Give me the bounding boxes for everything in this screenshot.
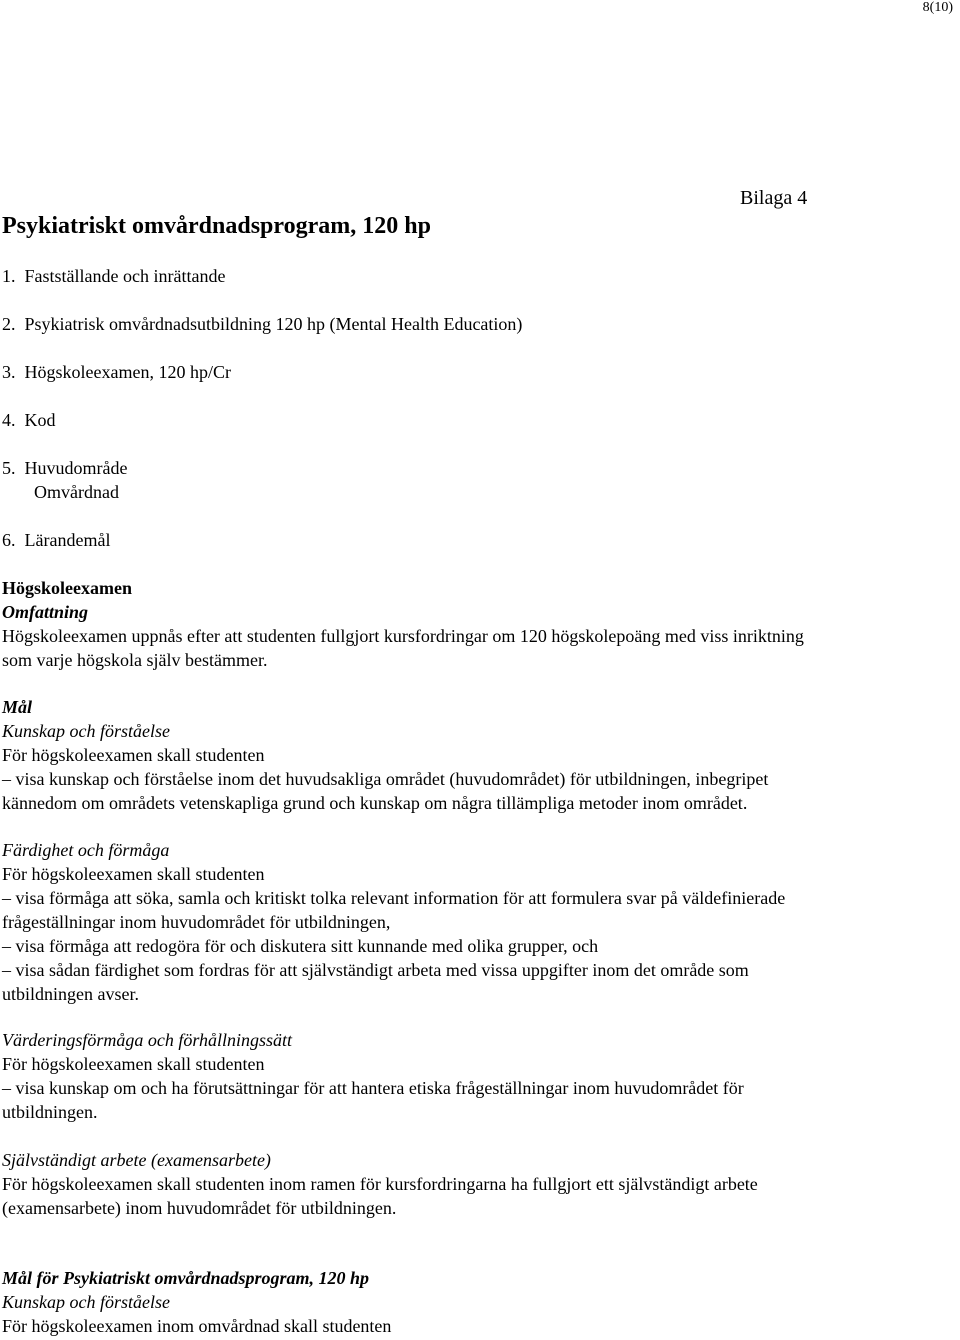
skills-section bbox=[2, 838, 958, 1006]
goals-heading: Mål bbox=[2, 697, 33, 717]
thesis-line: För högskoleexamen skall studenten inom ramen för kursfordringarna ha fullgjort ett självständigt arbete bbox=[2, 1174, 758, 1194]
numbered-item-4 bbox=[2, 408, 958, 432]
skills-heading: Färdighet och förmåga bbox=[2, 840, 170, 860]
knowledge-line: kännedom om områdets vetenskapliga grund och kunskap om några tillämpliga metoder inom området. bbox=[2, 793, 748, 813]
degree-section bbox=[2, 576, 958, 672]
scope-text-line: som varje högskola själv bestämmer. bbox=[2, 650, 268, 670]
program-goals-section bbox=[2, 1266, 958, 1338]
skills-line: frågeställningar inom huvudområdet för utbildningen, bbox=[2, 912, 391, 932]
numbered-item-6 bbox=[2, 528, 958, 552]
thesis-line: (examensarbete) inom huvudområdet för utbildningen. bbox=[2, 1198, 397, 1218]
skills-line: utbildningen avser. bbox=[2, 984, 139, 1004]
item-label: Lärandemål bbox=[24, 530, 111, 550]
item-number: 5. bbox=[2, 458, 16, 478]
knowledge-section bbox=[2, 695, 958, 815]
numbered-item-3 bbox=[2, 360, 958, 384]
item-label: Högskoleexamen, 120 hp/Cr bbox=[24, 362, 231, 382]
appendix-label: Bilaga 4 bbox=[740, 187, 808, 209]
document-title: Psykiatriskt omvårdnadsprogram, 120 hp bbox=[2, 213, 431, 239]
knowledge-heading: Kunskap och förståelse bbox=[2, 721, 170, 741]
numbered-item-1 bbox=[2, 264, 958, 288]
numbered-item-2 bbox=[2, 312, 958, 336]
scope-text-line: Högskoleexamen uppnås efter att studenten fullgjort kursfordringar om 120 högskolepoäng med viss inriktning bbox=[2, 626, 804, 646]
values-intro: För högskoleexamen skall studenten bbox=[2, 1054, 265, 1074]
scope-heading: Omfattning bbox=[2, 602, 89, 622]
thesis-heading: Självständigt arbete (examensarbete) bbox=[2, 1150, 271, 1170]
numbered-item-5 bbox=[2, 456, 958, 504]
item-label: Huvudområde bbox=[24, 458, 128, 478]
knowledge-intro: För högskoleexamen skall studenten bbox=[2, 745, 265, 765]
item-number: 6. bbox=[2, 530, 16, 550]
item-label: Psykiatrisk omvårdnadsutbildning 120 hp (Mental Health Education) bbox=[24, 314, 523, 334]
thesis-section bbox=[2, 1148, 958, 1220]
skills-intro: För högskoleexamen skall studenten bbox=[2, 864, 265, 884]
item-number: 1. bbox=[2, 266, 16, 286]
values-line: – visa kunskap om och ha förutsättningar för att hantera etiska frågeställningar inom huvudområdet för bbox=[2, 1078, 744, 1098]
program-goals-subheading: Kunskap och förståelse bbox=[2, 1292, 170, 1312]
item-number: 2. bbox=[2, 314, 16, 334]
skills-line: – visa sådan färdighet som fordras för att självständigt arbeta med vissa uppgifter inom det område som bbox=[2, 960, 749, 980]
skills-line: – visa förmåga att söka, samla och kritiskt tolka relevant information för att formulera svar på väldefinierade bbox=[2, 888, 786, 908]
item-label: Kod bbox=[24, 410, 56, 430]
item-number: 4. bbox=[2, 410, 16, 430]
values-line: utbildningen. bbox=[2, 1102, 98, 1122]
skills-line: – visa förmåga att redogöra för och diskutera sitt kunnande med olika grupper, och bbox=[2, 936, 599, 956]
page-number: 8(10) bbox=[922, 0, 953, 15]
item-label: Fastställande och inrättande bbox=[24, 266, 226, 286]
program-goals-intro: För högskoleexamen inom omvårdnad skall studenten bbox=[2, 1316, 392, 1336]
huvudomrade-value: Omvårdnad bbox=[34, 482, 119, 502]
program-goals-heading: Mål för Psykiatriskt omvårdnadsprogram, 120 hp bbox=[2, 1268, 370, 1288]
item-number: 3. bbox=[2, 362, 16, 382]
knowledge-line: – visa kunskap och förståelse inom det huvudsakliga området (huvudområdet) för utbildningen, inbegripet bbox=[2, 769, 769, 789]
degree-heading: Högskoleexamen bbox=[2, 578, 132, 598]
values-heading: Värderingsförmåga och förhållningssätt bbox=[2, 1030, 293, 1050]
values-section bbox=[2, 1028, 958, 1124]
